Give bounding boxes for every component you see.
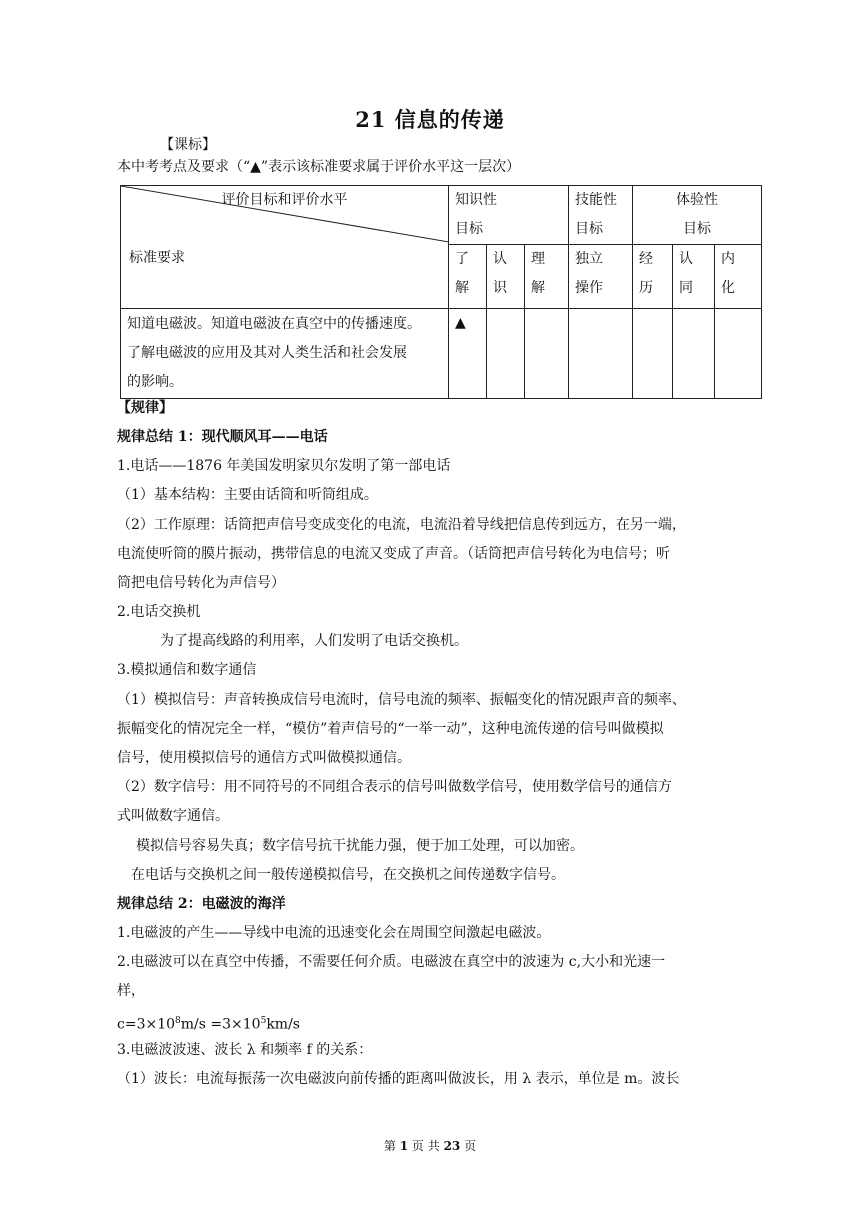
- skill-goal-line1: 技能性: [575, 192, 618, 208]
- requirement-text: 了解电磁波的应用及其对人类生活和社会发展: [127, 345, 407, 361]
- footer-page-number: 1: [399, 1139, 409, 1153]
- subheader-cell: [569, 245, 633, 309]
- requirement-text: 知道电磁波。知道电磁波在真空中的传播速度。: [127, 316, 421, 332]
- experience-goal-header: [633, 186, 762, 245]
- paragraph-line: 在电话与交换机之间一般传递模拟信号，在交换机之间传递数字信号。: [131, 867, 565, 883]
- empty-cell: [487, 309, 525, 399]
- empty-cell: [715, 309, 762, 399]
- paragraph-line: （2）工作原理：话筒把声信号变成变化的电流，电流沿着导线把信息传到远方，在另一端，: [117, 517, 686, 533]
- empty-cell: [633, 309, 673, 399]
- standards-table: [120, 185, 762, 399]
- kebiao-heading: 【课标】: [160, 137, 216, 153]
- corner-top-label: 评价目标和评价水平: [221, 192, 348, 208]
- subheader-text: 经: [639, 251, 654, 267]
- paragraph-line: 筒把电信号转化为声信号）: [117, 575, 285, 591]
- mark-cell: [449, 309, 487, 399]
- footer-text: 第: [383, 1139, 396, 1153]
- paragraph-line: 2.电话交换机: [117, 604, 201, 620]
- paragraph-line: 3.模拟通信和数字通信: [117, 662, 257, 678]
- standard-requirement-cell: [121, 309, 449, 399]
- subheader-text: 独立: [575, 251, 604, 267]
- page-footer: [0, 1137, 860, 1154]
- paragraph-line: 样，: [117, 983, 145, 999]
- subheader-text: 认: [679, 251, 694, 267]
- paragraph-line: 式叫做数字通信。: [117, 808, 229, 824]
- knowledge-goal-line1: 知识性: [455, 192, 497, 208]
- experience-goal-line1: 体验性: [676, 192, 719, 208]
- footer-text: 页 共: [411, 1139, 440, 1153]
- subheader-cell: [673, 245, 715, 309]
- formula-exponent: 8: [175, 1016, 181, 1026]
- corner-bottom-label: 标准要求: [129, 250, 185, 266]
- intro-text: 本中考考点及要求（“▲”表示该标准要求属于评价水平这一层次）: [117, 159, 521, 175]
- formula-part: km/s: [266, 1016, 300, 1033]
- subheader-cell: [449, 245, 487, 309]
- subheader-text: 内: [721, 251, 736, 267]
- paragraph-line: 信号，使用模拟信号的通信方式叫做模拟通信。: [117, 750, 411, 766]
- subheader-text: 解: [531, 280, 545, 296]
- paragraph-line: （1）基本结构：主要由话筒和听筒组成。: [117, 487, 378, 503]
- paragraph-line: （1）模拟信号：声音转换成信号电流时，信号电流的频率、振幅变化的情况跟声音的频率、: [117, 692, 686, 708]
- formula-line: [117, 1011, 300, 1035]
- empty-cell: [673, 309, 715, 399]
- subheader-text: 同: [679, 280, 694, 296]
- paragraph-line: 模拟信号容易失真；数字信号抗干扰能力强，便于加工处理，可以加密。: [136, 838, 584, 854]
- experience-goal-line2: 目标: [683, 221, 712, 237]
- section2-title: 规律总结 2：电磁波的海洋: [117, 896, 286, 912]
- subheader-cell: [487, 245, 525, 309]
- formula-part: c=3×10: [117, 1016, 176, 1033]
- formula-part: m/s =3×10: [180, 1016, 261, 1033]
- subheader-text: 操作: [575, 280, 604, 296]
- subheader-text: 解: [455, 280, 469, 296]
- knowledge-goal-line2: 目标: [455, 221, 483, 237]
- subheader-text: 历: [639, 280, 654, 296]
- subheader-text: 理: [531, 251, 545, 267]
- paragraph-line: 电流使听筒的膜片振动，携带信息的电流又变成了声音。（话筒把声信号转化为电信号；听: [117, 546, 670, 562]
- subheader-text: 化: [721, 280, 736, 296]
- empty-cell: [525, 309, 569, 399]
- paragraph-line: 1.电话——1876 年美国发明家贝尔发明了第一部电话: [117, 458, 451, 474]
- subheader-cell: [525, 245, 569, 309]
- formula-exponent: 5: [260, 1016, 267, 1026]
- empty-cell: [569, 309, 633, 399]
- subheader-text: 了: [455, 251, 469, 267]
- paragraph-line: 为了提高线路的利用率，人们发明了电话交换机。: [160, 633, 468, 649]
- table-corner-cell: [121, 186, 449, 309]
- skill-goal-line2: 目标: [575, 221, 604, 237]
- footer-total-pages: 23: [443, 1139, 461, 1153]
- paragraph-line: （2）数字信号：用不同符号的不同组合表示的信号叫做数学信号，使用数学信号的通信方: [117, 779, 672, 795]
- subheader-text: 识: [493, 280, 507, 296]
- page-title: 21 信息的传递: [355, 107, 505, 132]
- paragraph-line: 2.电磁波可以在真空中传播，不需要任何介质。电磁波在真空中的波速为 c,大小和光速一: [117, 954, 666, 970]
- requirement-text: 的影响。: [127, 374, 183, 390]
- guilv-heading: 【规律】: [117, 400, 173, 416]
- knowledge-goal-header: [449, 186, 569, 245]
- section1-title: 规律总结 1：现代顺风耳——电话: [117, 429, 328, 445]
- paragraph-line: （1）波长：电流每振荡一次电磁波向前传播的距离叫做波长，用 λ 表示，单位是 m。波长: [117, 1071, 680, 1087]
- subheader-cell: [633, 245, 673, 309]
- paragraph-line: 3.电磁波波速、波长 λ 和频率 f 的关系：: [117, 1042, 373, 1058]
- paragraph-line: 1.电磁波的产生——导线中电流的迅速变化会在周围空间激起电磁波。: [117, 925, 551, 941]
- subheader-text: 认: [493, 251, 507, 267]
- triangle-mark-icon: ▲: [455, 315, 466, 331]
- skill-goal-header: [569, 186, 633, 245]
- footer-text: 页: [464, 1139, 477, 1153]
- paragraph-line: 振幅变化的情况完全一样，“模仿”着声信号的“一举一动”，这种电流传递的信号叫做模拟: [117, 721, 664, 737]
- subheader-cell: [715, 245, 762, 309]
